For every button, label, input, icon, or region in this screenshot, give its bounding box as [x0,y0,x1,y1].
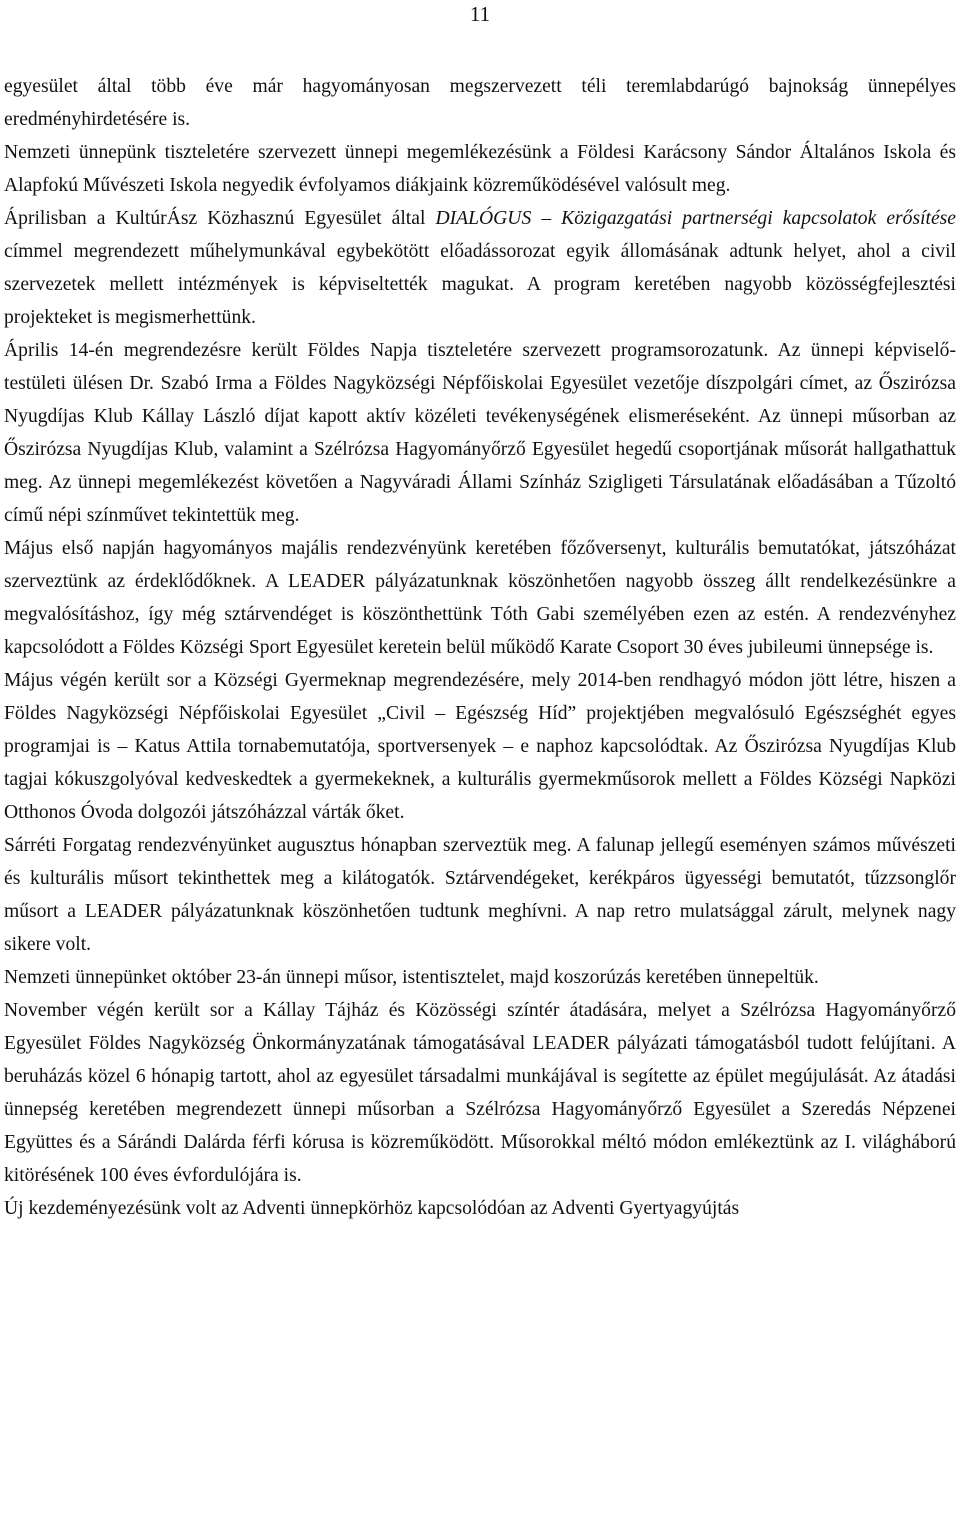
paragraph: Május végén került sor a Községi Gyermeknap megrendezésére, mely 2014-ben rendhagyó módon jött létre, hiszen a Földes Nagyközségi Népfőiskolai Egyesület „Civil – Egészség Híd” projektjében megvalósuló Egészséghét egyes programjai is – Katus Attila tornabemutatója, sportversenyek – e naphoz kapcsolódtak. Az Őszirózsa Nyugdíjas Klub tagjai kókuszgolyóval kedveskedtek a gyermekeknek, a kulturális gyermekműsorok mellett a Földes Községi Napközi Otthonos Óvoda dolgozói játszóházzal várták őket. [4,670,956,823]
page-number: 11 [469,2,491,26]
paragraph: Új kezdeményezésünk volt az Adventi ünnepkörhöz kapcsolódóan az Adventi Gyertyagyújtás [4,1198,740,1219]
paragraph: Április 14-én megrendezésre került Földes Napja tiszteletére szervezett programsorozatunk. Az ünnepi képviselő-testületi ülésen Dr. Szabó Irma a Földes Nagyközségi Népfőiskolai Egyesület vezetője díszpolgári címet, az Őszirózsa Nyugdíjas Klub Kállay László díjat kapott aktív közéleti tevékenységének elismeréseként. Az ünnepi műsorban az Őszirózsa Nyugdíjas Klub, valamint a Szélrózsa Hagyományőrző Egyesület hegedű csoportjának műsorát hallgathattuk meg. Az ünnepi megemlékezést követően a Nagyváradi Állami Színház Szigligeti Társulatának előadásában a Tűzoltó című népi színművet tekintettük meg. [4,340,956,526]
paragraph: Nemzeti ünnepünk tiszteletére szervezett ünnepi megemlékezésünk a Földesi Karácsony Sándor Általános Iskola és Alapfokú Művészeti Iskola negyedik évfolyamos diákjaink közreműködésével valósult meg. [4,142,956,196]
document-body [4,70,956,1225]
paragraph: Nemzeti ünnepünket október 23-án ünnepi műsor, istentisztelet, majd koszorúzás keretében ünnepeltük. [4,967,819,988]
paragraph: egyesület által több éve már hagyományosan megszervezett téli teremlabdarúgó bajnokság ünnepélyes eredményhirdetésére is. [4,76,956,130]
paragraph: Sárréti Forgatag rendezvényünket augusztus hónapban szerveztük meg. A falunap jellegű eseményen számos művészeti és kulturális műsort tekinthettek meg a kilátogatók. Sztárvendégeket, kerékpáros ügyességi bemutatót, tűzzsonglőr műsort a LEADER pályázatunknak köszönhetően tudtunk meghívni. A nap retro mulatsággal zárult, melynek nagy sikere volt. [4,835,956,955]
paragraph: Áprilisban a KultúrÁsz Közhasznú Egyesület által DIALÓGUS – Közigazgatási partnerségi kapcsolatok erősítése címmel megrendezett műhelymunkával egybekötött előadássorozat egyik állomásának adtunk helyet, ahol a civil szervezetek mellett intézmények is képviseltették magukat. A program keretében nagyobb közösségfejlesztési projekteket is megismerhettünk. [4,208,956,328]
paragraph: Május első napján hagyományos majális rendezvényünk keretében főzőversenyt, kulturális bemutatókat, játszóházat szerveztünk az érdeklődőknek. A LEADER pályázatunknak köszönhetően nagyobb összeg állt rendelkezésünkre a megvalósításhoz, így még sztárvendéget is köszönthettünk Tóth Gabi személyében ezen az estén. A rendezvényhez kapcsolódott a Földes Községi Sport Egyesület keretein belül működő Karate Csoport 30 éves jubileumi ünnepsége is. [4,538,956,658]
italic-title: DIALÓGUS – Közigazgatási partnerségi kapcsolatok erősítése [435,208,956,229]
paragraph: November végén került sor a Kállay Tájház és Közösségi színtér átadására, melyet a Szélrózsa Hagyományőrző Egyesület Földes Nagyközség Önkormányzatának támogatásával LEADER pályázati támogatásból tudott felújítani. A beruházás közel 6 hónapig tartott, ahol az egyesület társadalmi munkájával is segítette az épület megújulását. Az átadási ünnepség keretében megrendezett ünnepi műsorban a Szélrózsa Hagyományőrző Egyesület a Szeredás Népzenei Együttes és a Sárándi Dalárda férfi kórusa is közreműködött. Műsorokkal méltó módon emlékeztünk az I. világháború kitörésének 100 éves évfordulójára is. [4,1000,956,1186]
